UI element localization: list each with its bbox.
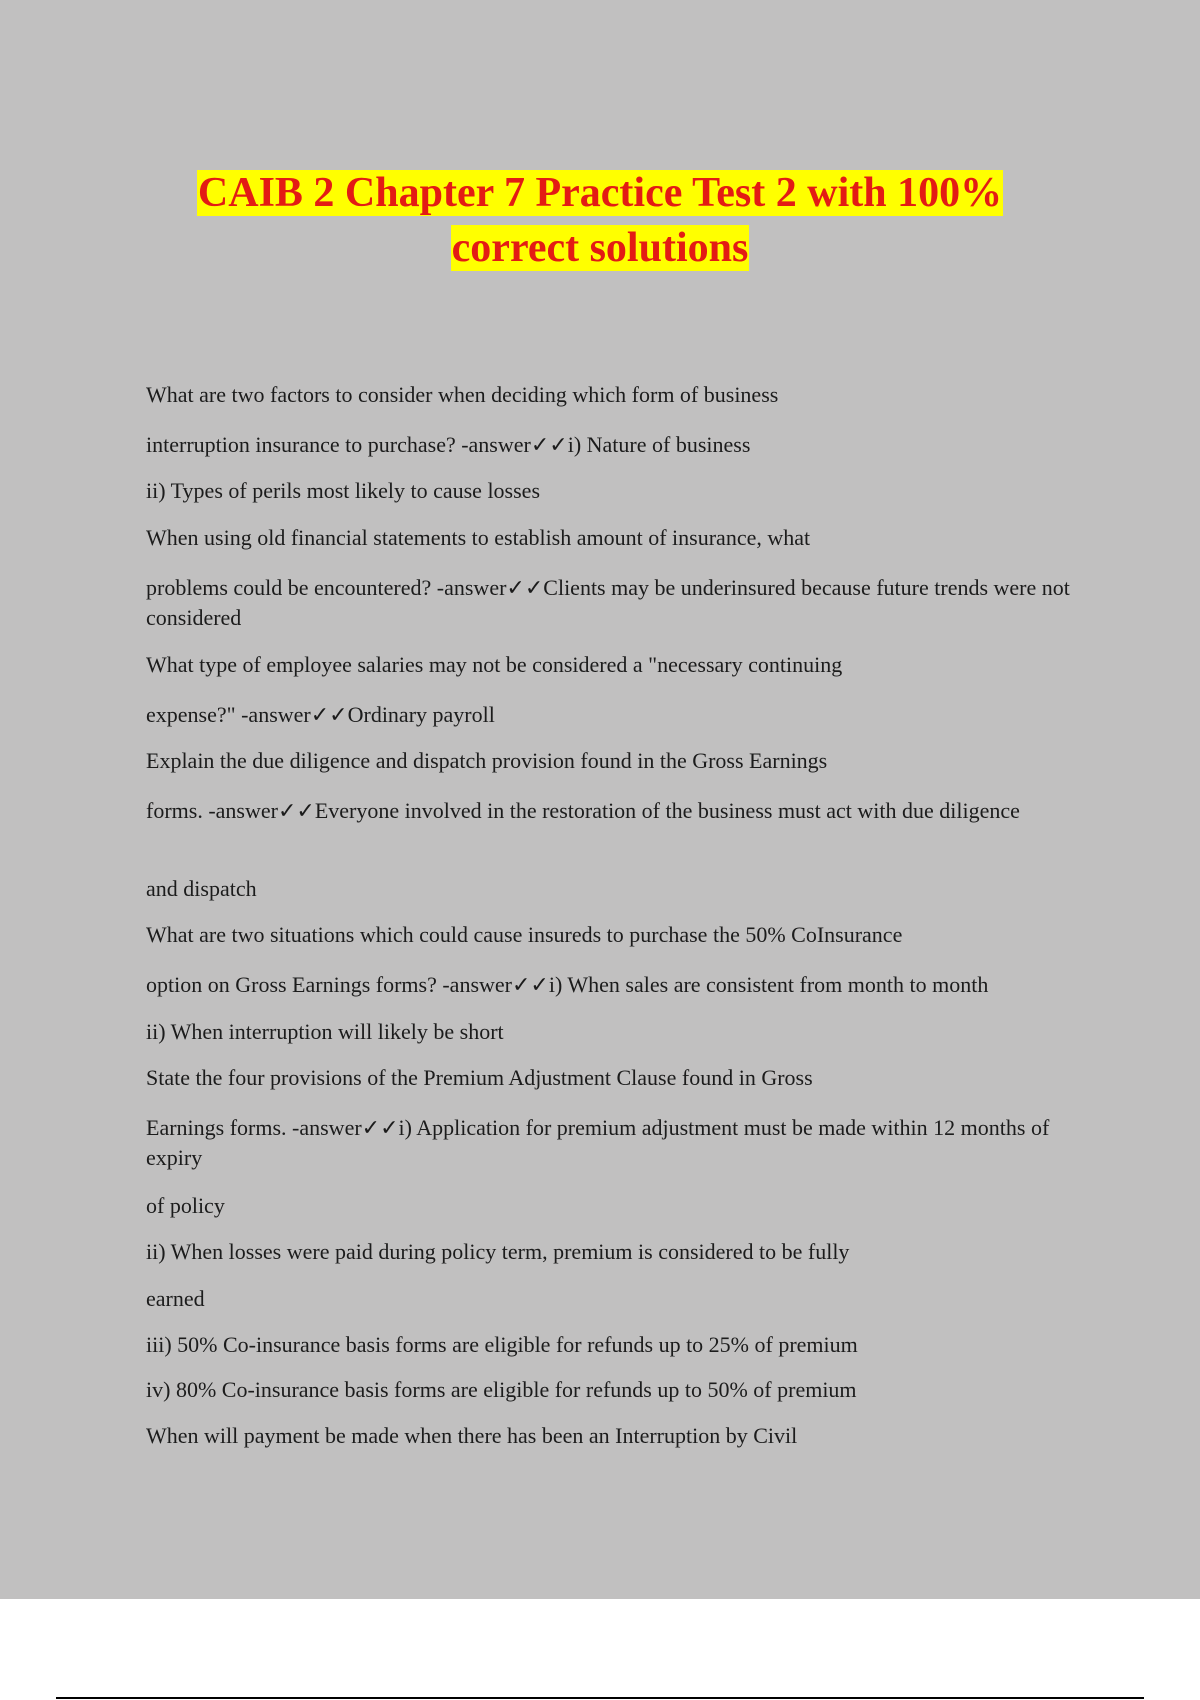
body-line: ii) Types of perils most likely to cause losses: [146, 478, 541, 503]
title-line-1: CAIB 2 Chapter 7 Practice Test 2 with 100%: [197, 170, 1003, 216]
body-line: What are two factors to consider when deciding which form of business: [146, 382, 779, 407]
body-line: of policy: [146, 1193, 225, 1218]
title-line-2: correct solutions: [451, 225, 749, 271]
body-line: interruption insurance to purchase? -answer✓✓i) Nature of business: [146, 432, 751, 457]
body-line: earned: [146, 1286, 205, 1311]
body-line: expense?" -answer✓✓Ordinary payroll: [146, 702, 495, 727]
document-title: [0, 166, 1200, 276]
body-line: and dispatch: [146, 876, 257, 901]
body-line: What are two situations which could cause insureds to purchase the 50% CoInsurance: [146, 922, 903, 947]
body-line: When using old financial statements to establish amount of insurance, what: [146, 525, 811, 550]
body-line: ii) When losses were paid during policy term, premium is considered to be fully: [146, 1239, 850, 1264]
body-line: forms. -answer✓✓Everyone involved in the restoration of the business must act with due diligence: [146, 798, 1020, 823]
body-line: option on Gross Earnings forms? -answer✓✓i) When sales are consistent from month to month: [146, 972, 989, 997]
footer-divider: [56, 1697, 1144, 1699]
body-line: iv) 80% Co-insurance basis forms are eligible for refunds up to 50% of premium: [146, 1377, 857, 1402]
body-line: When will payment be made when there has been an Interruption by Civil: [146, 1423, 798, 1448]
body-line: Earnings forms. -answer✓✓i) Application for premium adjustment must be made within 12 months of expiry: [146, 1115, 1050, 1170]
body-line: problems could be encountered? -answer✓✓Clients may be underinsured because future trends were not considered: [146, 575, 1070, 630]
body-line: ii) When interruption will likely be short: [146, 1019, 504, 1044]
body-line: Explain the due diligence and dispatch provision found in the Gross Earnings: [146, 748, 828, 773]
body-line: What type of employee salaries may not be considered a "necessary continuing: [146, 652, 843, 677]
body-line: iii) 50% Co-insurance basis forms are eligible for refunds up to 25% of premium: [146, 1332, 858, 1357]
body-line: State the four provisions of the Premium Adjustment Clause found in Gross: [146, 1065, 813, 1090]
